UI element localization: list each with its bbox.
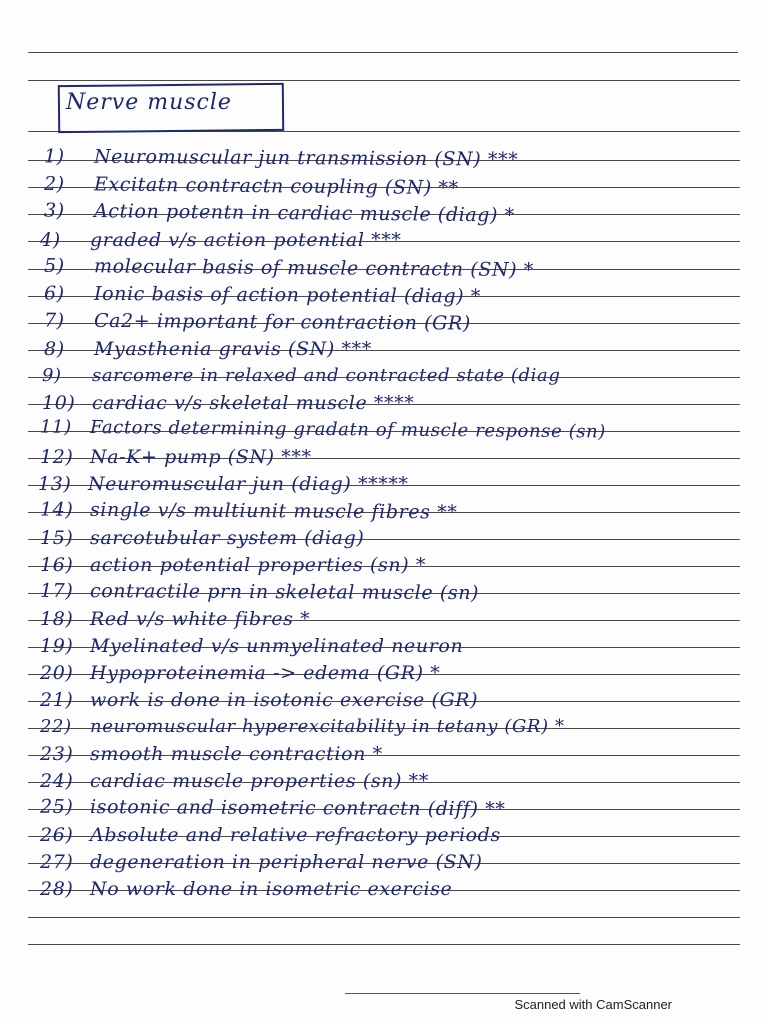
list-item: 26) Absolute and relative refractory periods <box>40 824 501 846</box>
list-item: 17) contractile prn in skeletal muscle (sn) <box>39 579 480 605</box>
list-item: 13) Neuromuscular jun (diag) ***** <box>38 473 409 495</box>
list-item: 5) molecular basis of muscle contractn (SN) * <box>43 254 535 282</box>
list-item: 11) Factors determining gradatn of muscle response (sn) <box>39 416 607 443</box>
ruled-line <box>28 52 738 53</box>
list-item: 21) work is done in isotonic exercise (GR) <box>40 689 479 711</box>
scanner-watermark: Scanned with CamScanner <box>514 997 672 1012</box>
page-title: Nerve muscle <box>66 90 232 115</box>
list-item: 3) Action potentn in cardiac muscle (diag) * <box>43 199 515 227</box>
list-item: 7) Ca2+ important for contraction (GR) <box>43 309 471 335</box>
list-item: 24) cardiac muscle properties (sn) ** <box>40 770 429 792</box>
ruled-line <box>28 917 740 918</box>
list-item: 28) No work done in isometric exercise <box>40 878 453 900</box>
list-item: 4) graded v/s action potential *** <box>40 229 402 251</box>
list-item: 6) Ionic basis of action potential (diag) * <box>43 282 481 308</box>
list-item: 27) degeneration in peripheral nerve (SN) <box>40 851 483 873</box>
list-item: 18) Red v/s white fibres * <box>40 608 311 630</box>
list-item: 16) action potential properties (sn) * <box>40 554 426 576</box>
list-item: 14) single v/s multiunit muscle fibres ** <box>39 498 458 524</box>
list-item: 8) Myasthenia gravis (SN) *** <box>44 338 372 360</box>
list-item: 19) Myelinated v/s unmyelinated neuron <box>40 635 464 657</box>
ruled-line <box>28 944 740 945</box>
list-item: 1) Neuromuscular jun transmission (SN) *** <box>43 145 519 171</box>
list-item: 20) Hypoproteinemia -> edema (GR) * <box>40 662 441 684</box>
list-item: 10) cardiac v/s skeletal muscle **** <box>42 392 415 414</box>
list-item: 2) Excitatn contractn coupling (SN) ** <box>43 172 459 200</box>
list-item: 22) neuromuscular hyperexcitability in tetany (GR) * <box>40 716 565 737</box>
list-item: 15) sarcotubular system (diag) <box>40 527 365 549</box>
list-item: 9) sarcomere in relaxed and contracted state (diag <box>42 365 561 386</box>
list-item: 25) isotonic and isometric contractn (diff) ** <box>39 795 506 821</box>
list-item: 12) Na-K+ pump (SN) *** <box>40 446 312 468</box>
ruled-line <box>28 80 740 81</box>
list-item: 23) smooth muscle contraction * <box>40 743 383 765</box>
footer-divider <box>345 993 580 994</box>
